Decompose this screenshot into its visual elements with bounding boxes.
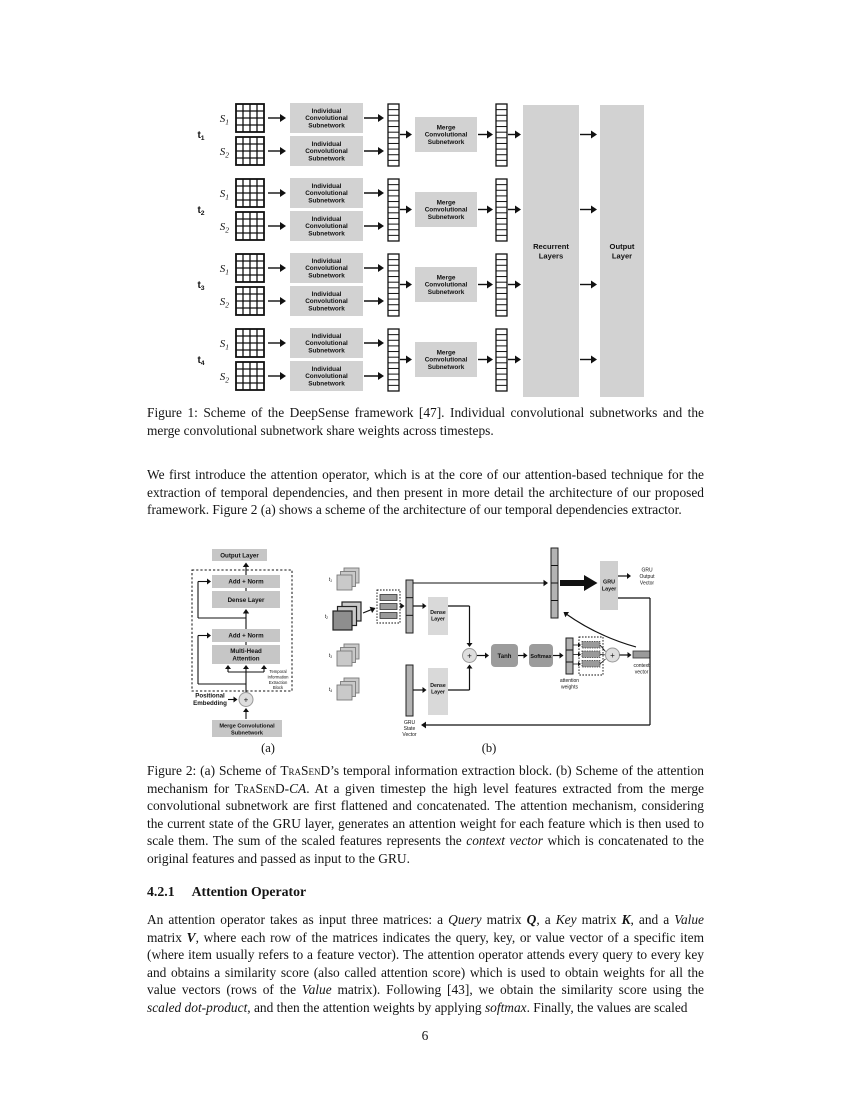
flow-arrow	[243, 563, 249, 568]
timestep-label: $t_3$	[328, 653, 332, 660]
text-segment: Value	[674, 912, 704, 927]
merge-conv-label: Convolutional	[424, 281, 468, 289]
sensor-label: $S_1$	[219, 263, 229, 277]
flow-arrow	[591, 206, 597, 214]
text-segment: Key	[555, 912, 577, 927]
add-norm-label: Add + Norm	[228, 578, 264, 586]
text-segment: scaled dot-product	[147, 999, 248, 1015]
temporal-block-note: Extraction	[268, 679, 288, 685]
feature-vector-bar	[388, 179, 399, 241]
text-segment: V	[186, 929, 196, 945]
feature-maps-stack	[337, 651, 352, 666]
merge-conv-label: Convolutional	[424, 206, 468, 214]
individual-conv-label: Subnetwork	[308, 272, 345, 280]
dense-layer-label: Dense	[430, 610, 446, 616]
sensor-label: $S_2$	[219, 221, 229, 235]
timestep-label: $t_4$	[328, 687, 332, 694]
plus-sign: +	[243, 695, 249, 705]
individual-conv-label: Individual	[311, 257, 342, 265]
flow-arrow	[243, 708, 249, 712]
gru-state-label: State	[403, 726, 416, 732]
text-segment: CA	[289, 780, 307, 796]
context-vector-label: context	[633, 663, 650, 669]
temporal-block-note: Temporal	[269, 669, 287, 674]
scaled-feature-bar	[582, 642, 600, 649]
dense-layer-label: Layer	[431, 616, 445, 623]
softmax-label: Softmax	[530, 653, 552, 660]
flow-arrow	[467, 665, 473, 669]
flow-arrow	[378, 264, 384, 272]
text-segment: matrix	[576, 912, 622, 927]
attention-weights-label: attention	[559, 678, 580, 684]
text-segment: , a	[536, 912, 556, 927]
feature-maps-stack	[337, 685, 352, 700]
scaled-feature-bar	[582, 661, 600, 668]
flow-arrow	[591, 281, 597, 289]
timestep-label: $t_4$	[197, 355, 205, 368]
timestep-label: $t_3$	[197, 280, 205, 293]
attention-weights-label: weights	[561, 684, 578, 691]
flow-arrow	[378, 339, 384, 347]
figure2-caption	[147, 762, 704, 868]
flow-arrow	[378, 297, 384, 305]
individual-conv-label: Convolutional	[305, 298, 348, 306]
text-segment: context vector	[466, 833, 543, 849]
text-segment: Q	[526, 912, 537, 927]
merge-conv-label: Convolutional	[424, 131, 468, 139]
individual-conv-label: Subnetwork	[308, 380, 345, 388]
flow-arrow	[280, 297, 286, 305]
individual-conv-label: Subnetwork	[308, 155, 345, 163]
attention-weights-bar	[566, 638, 573, 674]
temporal-block-note: Block	[272, 685, 284, 691]
flow-arrow	[487, 131, 493, 139]
individual-conv-label: Subnetwork	[308, 197, 345, 205]
flow-arrow	[280, 189, 286, 197]
feature-vector-bar	[388, 254, 399, 316]
individual-conv-label: Convolutional	[305, 373, 348, 381]
flow-arrow	[378, 147, 384, 155]
individual-conv-label: Subnetwork	[308, 305, 345, 313]
dense-layer-label: Dense	[430, 683, 446, 689]
figure1-caption: Figure 1: Scheme of the DeepSense framework [47]. Individual convolutional subnetworks and the merge convolutional subnetwork share weights across timesteps.	[147, 405, 704, 438]
subfigure-label-a: (a)	[261, 741, 275, 755]
feature-vector-bar	[496, 179, 507, 241]
feature-maps-stack	[337, 575, 352, 590]
flattened-feature-bar	[380, 613, 397, 619]
individual-conv-label: Individual	[311, 182, 342, 190]
flow-arrow	[628, 652, 632, 658]
text-segment: . Finally, the values are scaled	[526, 999, 688, 1015]
temporal-block-note: Information	[267, 674, 289, 680]
text-segment: , where each row of the matrices indicates the query, key, or value vector of a specific item (where item usually refers to a feature vector). The attention operator attends every query to every key and obtains a similarity score (also called attention score) which is used to obtain weights for all the value vectors (rows of the	[147, 929, 704, 998]
section-heading	[147, 884, 306, 900]
text-segment: matrix	[481, 912, 527, 927]
individual-conv-label: Convolutional	[305, 223, 348, 231]
text-segment: ’s temporal information extraction block. (b) Scheme of the attention mechanism for	[147, 763, 704, 796]
flow-arrow	[378, 372, 384, 380]
individual-conv-label: Individual	[311, 365, 342, 373]
timestep-label: $t_2$	[324, 614, 328, 621]
text-segment: softmax	[484, 999, 527, 1015]
flattened-feature-bar	[380, 604, 397, 610]
feature-maps-stack	[333, 611, 352, 630]
text-segment: -	[284, 780, 290, 796]
text-segment: Query	[448, 912, 482, 927]
feature-vector-bar	[388, 329, 399, 391]
flow-arrow	[207, 633, 211, 639]
text-segment: matrix). Following [43], we obtain the similarity score using the	[331, 982, 704, 998]
concat-features-bar	[406, 580, 413, 633]
individual-conv-label: Individual	[311, 332, 342, 340]
flow-arrow	[467, 643, 473, 647]
flow-arrow	[515, 131, 521, 139]
multi-head-attention-label: Multi-Head	[230, 648, 262, 655]
flow-arrow	[487, 281, 493, 289]
flow-arrow	[378, 222, 384, 230]
add-norm-label: Add + Norm	[228, 632, 264, 640]
section-title: Attention Operator	[191, 884, 307, 899]
flow-arrow	[423, 687, 427, 693]
gru-layer-label: Layer	[601, 586, 617, 593]
recurrent-layers-label: Recurrent	[533, 241, 569, 251]
merge-conv-label: Subnetwork	[427, 364, 465, 372]
text-segment: K	[621, 912, 631, 927]
context-vector-bar	[633, 651, 650, 658]
gru-layer-box	[600, 561, 618, 610]
output-layer-label: Layer	[611, 251, 633, 261]
individual-conv-label: Convolutional	[305, 340, 348, 348]
figure1-deepsense-diagram	[150, 95, 655, 405]
flow-arrow	[627, 573, 631, 579]
merge-conv-label: Subnetwork	[427, 139, 465, 147]
merge-conv-label: Merge	[436, 124, 456, 132]
individual-conv-label: Individual	[311, 140, 342, 148]
flow-arrow	[378, 189, 384, 197]
flow-arrow	[406, 356, 412, 364]
text-segment: TraSenD	[234, 780, 285, 796]
flow-arrow	[280, 339, 286, 347]
merge-conv-label: Subnetwork	[427, 214, 465, 222]
section-number: 4.2.1	[147, 884, 175, 899]
merge-conv-label: Convolutional	[424, 356, 468, 364]
flow-arrow	[487, 356, 493, 364]
flow-arrow	[485, 653, 489, 659]
figure2-trasend-diagram	[145, 540, 715, 758]
flow-arrow	[280, 114, 286, 122]
flow-arrow	[280, 222, 286, 230]
individual-conv-label: Individual	[311, 107, 342, 115]
gru-state-bar	[406, 665, 413, 716]
tanh-label: Tanh	[497, 654, 512, 660]
context-to-input-curve	[564, 612, 570, 617]
output-layer-label: Output Layer	[220, 552, 259, 560]
text-segment: , and then the attention weights by applying	[247, 999, 485, 1015]
sensor-label: $S_2$	[219, 371, 229, 385]
flow-arrow	[261, 665, 267, 669]
flow-arrow	[234, 697, 238, 703]
page-number: 6	[421, 1028, 429, 1043]
flow-arrow	[280, 264, 286, 272]
text-segment: TraSenD	[280, 763, 331, 778]
flow-arrow	[280, 372, 286, 380]
individual-conv-label: Convolutional	[305, 190, 348, 198]
text-segment: An attention operator takes as input three matrices: a	[147, 912, 449, 927]
flow-arrow	[243, 609, 249, 614]
output-layer-label: Output	[609, 241, 635, 251]
flow-arrow	[578, 662, 581, 666]
positional-embedding-label: Positional	[195, 692, 225, 700]
feature-vector-bar	[496, 104, 507, 166]
multi-head-attention-label: Attention	[232, 655, 260, 663]
gru-layer-label: GRU	[603, 579, 615, 586]
sensor-label: $S_2$	[219, 296, 229, 310]
merge-conv-label: Merge	[436, 349, 456, 357]
timestep-label: $t_1$	[328, 577, 332, 584]
text-segment: . At a given timestep the high level features extracted from the merge convolutional subnetwork are first flattened and concatenated. The attention mechanism, considering the current state of the GRU layer, generates an attention weight for each feature which is then used to scale them. The sum of the scaled features represents the	[147, 780, 704, 849]
individual-conv-label: Individual	[311, 290, 342, 298]
flow-arrow	[578, 652, 581, 656]
text-segment: matrix	[147, 929, 187, 945]
flow-arrow	[524, 653, 528, 659]
plus-sign: +	[467, 651, 472, 661]
merge-conv-label: Merge	[436, 199, 456, 207]
flow-arrow	[423, 603, 427, 609]
flow-arrow	[515, 206, 521, 214]
timestep-label: $t_1$	[197, 130, 205, 143]
context-to-input-curve	[566, 614, 637, 648]
feature-vector-bar	[496, 254, 507, 316]
flow-arrow	[378, 114, 384, 122]
plus-sign: +	[610, 650, 615, 660]
dense-layer-label: Dense Layer	[227, 596, 265, 604]
flow-arrow	[280, 147, 286, 155]
scaled-feature-bar	[582, 651, 600, 658]
gru-output-label: Vector	[639, 580, 655, 587]
flow-arrow	[591, 356, 597, 364]
individual-conv-label: Convolutional	[305, 265, 348, 273]
context-vector-label: vector	[634, 669, 649, 676]
merge-conv-label: Subnetwork	[230, 730, 264, 737]
flow-arrow	[401, 603, 405, 609]
timestep-label: $t_2$	[197, 205, 205, 218]
flow-arrow	[544, 580, 549, 586]
sensor-label: $S_1$	[219, 113, 229, 127]
flow-arrow	[207, 579, 211, 585]
gru-state-feedback	[421, 722, 426, 729]
flow-arrow	[406, 131, 412, 139]
individual-conv-label: Convolutional	[305, 148, 348, 156]
sensor-label: $S_1$	[219, 338, 229, 352]
flow-arrow	[515, 356, 521, 364]
gru-output-label: Output	[639, 574, 655, 580]
flow-arrow	[487, 206, 493, 214]
intro-paragraph: We first introduce the attention operator, which is at the core of our attention-based technique for the extraction of temporal dependencies, and then present in more detail the architecture of our proposed framework. Figure 2 (a) shows a scheme of the architecture of our temporal dependencies extractor.	[147, 467, 704, 518]
text-segment: Figure 2: (a) Scheme of	[147, 763, 281, 778]
flow-arrow	[578, 643, 581, 647]
individual-conv-label: Individual	[311, 215, 342, 223]
recurrent-layers-label: Layers	[538, 251, 564, 261]
flow-arrow	[591, 131, 597, 139]
flow-arrow	[225, 665, 231, 669]
individual-conv-label: Convolutional	[305, 115, 348, 123]
connector-line	[600, 659, 606, 664]
thick-flow-arrow	[560, 575, 598, 591]
positional-embedding-label: Embedding	[193, 700, 227, 707]
flattened-feature-bar	[380, 595, 397, 601]
flow-arrow	[560, 653, 564, 659]
body-paragraph	[147, 911, 704, 1017]
dense-layer-label: Layer	[431, 689, 445, 696]
text-segment: Value	[301, 982, 332, 998]
flow-arrow	[243, 665, 249, 669]
flow-arrow	[515, 281, 521, 289]
gru-output-label: GRU	[641, 567, 653, 574]
individual-conv-label: Subnetwork	[308, 122, 345, 130]
feature-vector-bar	[388, 104, 399, 166]
gru-state-label: GRU	[403, 720, 416, 726]
individual-conv-label: Subnetwork	[308, 347, 345, 355]
text-segment: , and a	[630, 912, 675, 927]
sensor-label: $S_1$	[219, 188, 229, 202]
flow-arrow	[406, 281, 412, 289]
merge-conv-label: Merge Convolutional	[219, 723, 275, 730]
feature-vector-bar	[496, 329, 507, 391]
subfigure-label-b: (b)	[481, 741, 497, 755]
sensor-label: $S_2$	[219, 146, 229, 160]
individual-conv-label: Subnetwork	[308, 230, 345, 238]
gru-state-label: Vector	[402, 732, 417, 738]
merge-conv-label: Merge	[436, 274, 456, 282]
flow-arrow	[406, 206, 412, 214]
merge-conv-label: Subnetwork	[427, 289, 465, 297]
text-segment: which is concatenated to the original features and passed as input to the GRU.	[147, 833, 704, 866]
